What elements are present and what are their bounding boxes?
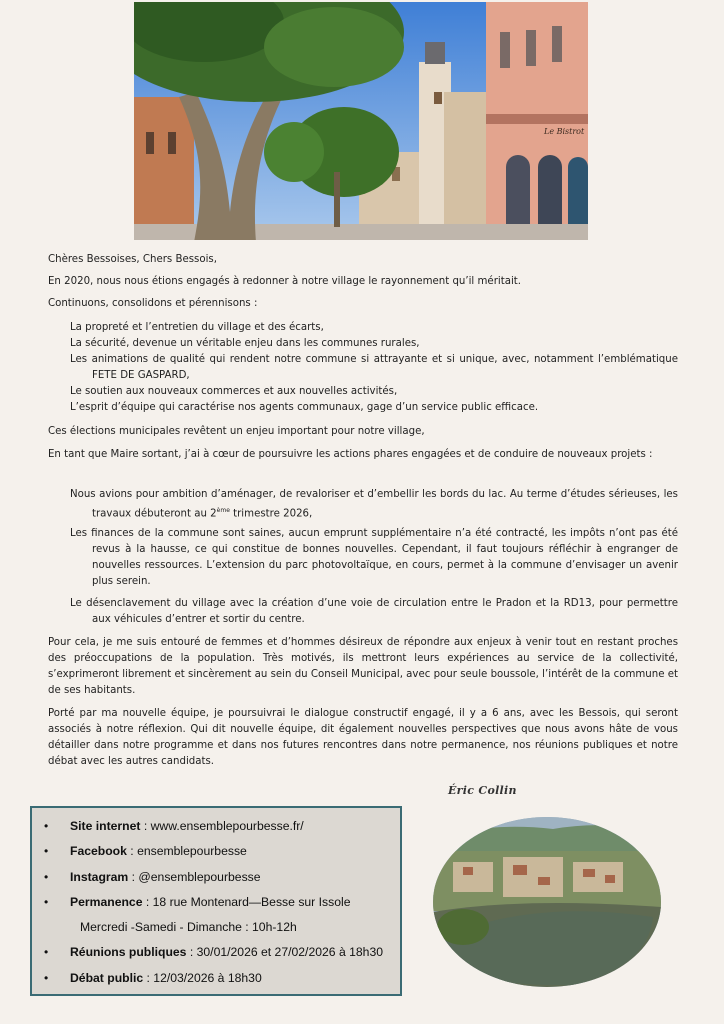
intro-paragraph: En 2020, nous nous étions engagés à redonner à notre village le rayonnement qu’il méritait.	[48, 276, 522, 287]
project-lake: Nous avions pour ambition d’aménager, de revaloriser et d’embellir les bords du lac. Au terme d’études sérieuses, les travaux débuteront au 2ème trimestre 2026,	[70, 489, 678, 520]
achievement-item: L’esprit d’équipe qui caractérise nos agents communaux, gage d’un service public efficace.	[70, 402, 539, 413]
facebook-item[interactable]: • Facebook : ensemblepourbesse	[40, 839, 390, 864]
continue-line: Continuons, consolidons et pérennisons :	[48, 298, 258, 309]
achievements-list	[48, 320, 678, 416]
achievement-item: La sécurité, devenue un véritable enjeu dans les communes rurales,	[70, 338, 420, 349]
instagram-item[interactable]: • Instagram : @ensemblepourbesse	[40, 865, 390, 890]
greeting: Chères Bessoises, Chers Bessois,	[48, 254, 217, 265]
permanence-item: • Permanence : 18 rue Montenard—Besse sur Issole	[40, 890, 390, 915]
aerial-village-lake-photo	[433, 817, 661, 987]
mayor-paragraph: En tant que Maire sortant, j’ai à cœur de poursuivre les actions phares engagées et de conduire de nouveaux projets :	[48, 449, 653, 460]
elections-paragraph: Ces élections municipales revêtent un enjeu important pour notre village,	[48, 426, 425, 437]
dialogue-paragraph: Porté par ma nouvelle équipe, je poursuivrai le dialogue constructif engagé, il y a 6 ans, avec les Bessois, qui seront associés à notre réflexion. Qui dit nouvelle équipe, dit également nouvelles perspectives que nous avons hâte de vous détailler dans notre programme et dans nos futures rencontres dans notre permanence, nos réunions publiques et notre débat avec les autres candidats.	[48, 708, 678, 767]
letter-body	[48, 252, 678, 268]
bistrot-sign: Le Bistrot	[544, 127, 585, 136]
contact-info-box	[30, 806, 402, 996]
village-square-photo	[134, 2, 588, 240]
team-paragraph: Pour cela, je me suis entouré de femmes et d’hommes désireux de répondre aux enjeux à venir tout en restant proches des préoccupations de la population. Très motivés, ils mettront leurs expériences au service de la collectivité, s’exprimeront librement et sincèrement au sein du Conseil Municipal, avec pour seule boussole, l’intérêt de la commune et de ses habitants.	[48, 637, 678, 696]
achievement-item: Les animations de qualité qui rendent notre commune si attrayante et si unique, avec, notamment l’emblématique FETE DE GASPARD,	[70, 354, 678, 381]
project-finances: Les finances de la commune sont saines, aucun emprunt supplémentaire n’a été contracté, les impôts n’ont pas été revus à la hausse, ce qui constitue de bonnes nouvelles. Cependant, il faut toujours réfléchir à engranger de nouvelles ressources. L’extension du parc photovoltaïque, en cours, permet à la commune d’envisager un avenir plus serein.	[70, 528, 678, 587]
achievement-item: Le soutien aux nouveaux commerces et aux nouvelles activités,	[70, 386, 398, 397]
achievement-item: La propreté et l’entretien du village et des écarts,	[70, 322, 324, 333]
signature: Éric Collin	[448, 784, 517, 797]
public-debate-item: • Débat public : 12/03/2026 à 18h30	[40, 966, 390, 991]
project-road: Le désenclavement du village avec la création d’une voie de circulation entre le Pradon et la RD13, pour permettre aux véhicules d’entrer et sortir du centre.	[70, 598, 678, 625]
public-meetings-item: • Réunions publiques : 30/01/2026 et 27/02/2026 à 18h30	[40, 940, 390, 965]
permanence-hours: Mercredi -Samedi - Dimanche : 10h-12h	[80, 920, 297, 935]
website-item[interactable]: • Site internet : www.ensemblepourbesse.fr/	[40, 814, 390, 839]
